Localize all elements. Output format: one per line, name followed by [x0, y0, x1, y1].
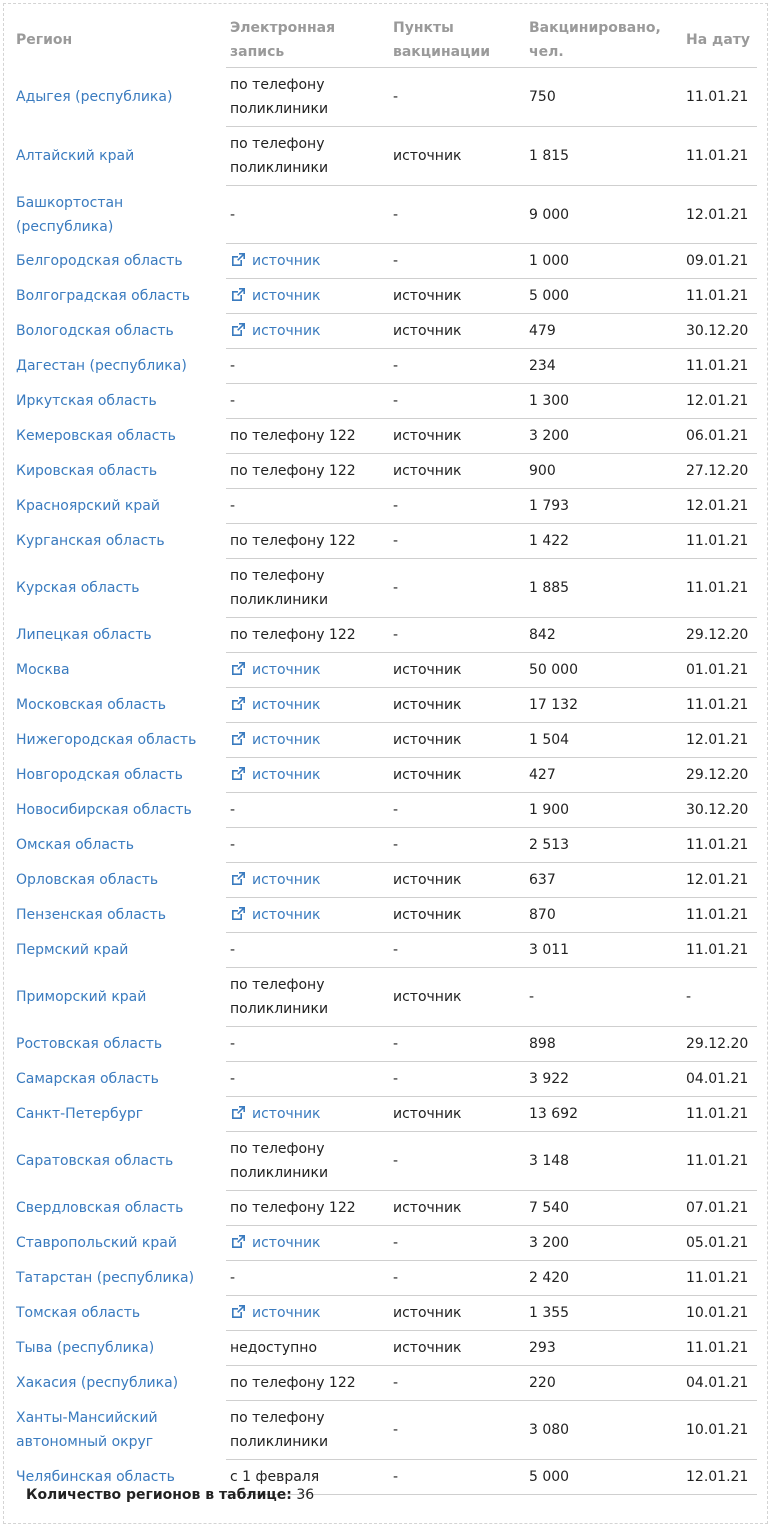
signup-source-link[interactable]: [230, 323, 321, 339]
signup-text: по телефону 122: [230, 428, 356, 444]
points-source-link[interactable]: источник: [389, 1097, 525, 1132]
table-row: [12, 1366, 757, 1401]
signup-source-link[interactable]: [230, 732, 321, 748]
points-cell: -: [389, 793, 525, 828]
region-link[interactable]: Кировская область: [16, 463, 158, 479]
region-link[interactable]: Башкортостан (республика): [16, 194, 124, 235]
date-cell: 11.01.21: [682, 898, 757, 933]
table-row: [12, 1401, 757, 1460]
signup-text: по телефону поликлиники: [230, 977, 329, 1017]
date-cell: 12.01.21: [682, 489, 757, 524]
table-row: [12, 127, 757, 186]
date-cell: 11.01.21: [682, 1331, 757, 1366]
signup-cell: [226, 1132, 389, 1191]
signup-cell: [226, 384, 389, 419]
signup-text: по телефону поликлиники: [230, 568, 329, 608]
region-link[interactable]: Орловская область: [16, 872, 159, 888]
vaccinated-count: 220: [525, 1366, 682, 1401]
signup-cell: [226, 186, 389, 244]
table-row: [12, 1132, 757, 1191]
date-cell: 30.12.20: [682, 793, 757, 828]
signup-text: по телефону 122: [230, 1375, 356, 1391]
points-source-link[interactable]: источник: [389, 454, 525, 489]
table-row: [12, 186, 757, 244]
signup-cell: [226, 1062, 389, 1097]
date-cell: 29.12.20: [682, 1027, 757, 1062]
signup-cell: [226, 618, 389, 653]
date-cell: 04.01.21: [682, 1062, 757, 1097]
points-cell: -: [389, 489, 525, 524]
region-link[interactable]: Самарская область: [16, 1071, 159, 1087]
table-row: [12, 384, 757, 419]
table-row: [12, 1062, 757, 1097]
vaccinated-count: 842: [525, 618, 682, 653]
header-date[interactable]: На дату: [682, 14, 757, 68]
signup-cell: [226, 1261, 389, 1296]
points-cell: -: [389, 828, 525, 863]
table-row: [12, 1027, 757, 1062]
vaccinated-count: 50 000: [525, 653, 682, 688]
date-cell: 11.01.21: [682, 828, 757, 863]
signup-cell: [226, 1191, 389, 1226]
signup-cell: [226, 1097, 389, 1132]
points-source-link[interactable]: источник: [389, 1296, 525, 1331]
points-cell: -: [389, 933, 525, 968]
signup-source-link[interactable]: [230, 253, 321, 269]
vaccinated-count: 7 540: [525, 1191, 682, 1226]
date-cell: 30.12.20: [682, 314, 757, 349]
table-row: [12, 618, 757, 653]
region-link[interactable]: Иркутская область: [16, 393, 157, 409]
date-cell: 01.01.21: [682, 653, 757, 688]
date-cell: 12.01.21: [682, 1460, 757, 1495]
signup-text: -: [230, 498, 236, 514]
region-link[interactable]: Курганская область: [16, 533, 165, 549]
external-link-icon: [230, 1304, 246, 1320]
region-link[interactable]: Хакасия (республика): [16, 1375, 179, 1391]
signup-source-label: источник: [252, 253, 321, 269]
signup-cell: [226, 68, 389, 127]
vaccinated-count: 1 355: [525, 1296, 682, 1331]
external-link-icon: [230, 906, 246, 922]
signup-text: по телефону поликлиники: [230, 1410, 329, 1450]
external-link-icon: [230, 871, 246, 887]
vaccinated-count: 3 011: [525, 933, 682, 968]
signup-text: по телефону 122: [230, 533, 356, 549]
date-cell: 09.01.21: [682, 244, 757, 279]
vaccinated-count: 900: [525, 454, 682, 489]
external-link-icon: [230, 252, 246, 268]
external-link-icon: [230, 322, 246, 338]
points-cell: -: [389, 384, 525, 419]
points-source-link[interactable]: источник: [389, 968, 525, 1027]
vaccinated-count: 5 000: [525, 279, 682, 314]
table-row: [12, 419, 757, 454]
date-cell: 12.01.21: [682, 723, 757, 758]
table-row: [12, 68, 757, 127]
points-source-link[interactable]: источник: [389, 723, 525, 758]
date-cell: 11.01.21: [682, 1261, 757, 1296]
points-source-link[interactable]: источник: [389, 688, 525, 723]
table-row: [12, 1097, 757, 1132]
signup-source-label: источник: [252, 1305, 321, 1321]
date-cell: 11.01.21: [682, 559, 757, 618]
signup-cell: [226, 314, 389, 349]
vaccinated-count: 1 000: [525, 244, 682, 279]
region-link[interactable]: Московская область: [16, 697, 167, 713]
region-link[interactable]: Алтайский край: [16, 148, 135, 164]
signup-text: по телефону 122: [230, 627, 356, 643]
external-link-icon: [230, 661, 246, 677]
points-source-link[interactable]: источник: [389, 758, 525, 793]
date-cell: 11.01.21: [682, 349, 757, 384]
signup-cell: [226, 524, 389, 559]
vaccinated-count: 3 200: [525, 1226, 682, 1261]
date-cell: 29.12.20: [682, 618, 757, 653]
signup-source-label: источник: [252, 323, 321, 339]
signup-text: по телефону 122: [230, 463, 356, 479]
points-cell: -: [389, 1027, 525, 1062]
table-row: [12, 723, 757, 758]
table-row: [12, 279, 757, 314]
points-source-link[interactable]: источник: [389, 314, 525, 349]
date-cell: 05.01.21: [682, 1226, 757, 1261]
points-cell: -: [389, 1062, 525, 1097]
points-source-link[interactable]: источник: [389, 653, 525, 688]
signup-text: недоступно: [230, 1340, 318, 1356]
header-vaccinated[interactable]: Вакцинировано, чел.: [525, 14, 682, 68]
table-row: [12, 454, 757, 489]
region-link[interactable]: Вологодская область: [16, 323, 174, 339]
points-cell: -: [389, 349, 525, 384]
signup-text: -: [230, 393, 236, 409]
vaccinated-count: 1 815: [525, 127, 682, 186]
signup-source-label: источник: [252, 662, 321, 678]
table-row: [12, 524, 757, 559]
external-link-icon: [230, 1234, 246, 1250]
region-link[interactable]: Саратовская область: [16, 1153, 174, 1169]
table-row: [12, 793, 757, 828]
region-link[interactable]: Красноярский край: [16, 498, 160, 514]
signup-text: по телефону 122: [230, 1200, 356, 1216]
points-source-link[interactable]: источник: [389, 127, 525, 186]
region-count-label: Количество регионов в таблице:: [26, 1487, 292, 1503]
signup-cell: [226, 968, 389, 1027]
signup-cell: [226, 863, 389, 898]
region-link[interactable]: Приморский край: [16, 989, 147, 1005]
region-count-value: 36: [296, 1487, 315, 1503]
vaccinated-count: 234: [525, 349, 682, 384]
date-cell: 29.12.20: [682, 758, 757, 793]
region-link[interactable]: Белгородская область: [16, 253, 183, 269]
table-row: [12, 653, 757, 688]
region-link[interactable]: Омская область: [16, 837, 135, 853]
date-cell: 11.01.21: [682, 127, 757, 186]
signup-source-label: источник: [252, 872, 321, 888]
region-count: [26, 1487, 314, 1503]
signup-cell: [226, 1296, 389, 1331]
signup-cell: [226, 1027, 389, 1062]
signup-source-label: источник: [252, 1235, 321, 1251]
date-cell: 12.01.21: [682, 186, 757, 244]
date-cell: 11.01.21: [682, 68, 757, 127]
signup-cell: [226, 419, 389, 454]
vaccinated-count: 637: [525, 863, 682, 898]
points-cell: -: [389, 186, 525, 244]
table-row: [12, 758, 757, 793]
header-region[interactable]: Регион: [16, 32, 73, 49]
signup-cell: [226, 279, 389, 314]
vaccinated-count: 427: [525, 758, 682, 793]
points-cell: -: [389, 618, 525, 653]
signup-cell: [226, 244, 389, 279]
external-link-icon: [230, 1105, 246, 1121]
table-row: [12, 968, 757, 1027]
points-cell: -: [389, 244, 525, 279]
region-link[interactable]: Дагестан (республика): [16, 358, 187, 374]
signup-text: -: [230, 802, 236, 818]
region-link[interactable]: Ростовская область: [16, 1036, 163, 1052]
table-row: [12, 314, 757, 349]
region-link[interactable]: Волгоградская область: [16, 288, 190, 304]
table-row: [12, 1261, 757, 1296]
signup-cell: [226, 559, 389, 618]
vaccinated-count: 3 080: [525, 1401, 682, 1460]
table-row: [12, 898, 757, 933]
date-cell: 06.01.21: [682, 419, 757, 454]
signup-cell: [226, 933, 389, 968]
date-cell: -: [682, 968, 757, 1027]
signup-cell: [226, 1331, 389, 1366]
signup-text: по телефону поликлиники: [230, 77, 329, 117]
signup-text: с 1 февраля: [230, 1469, 320, 1485]
region-link[interactable]: Москва: [16, 662, 70, 678]
vaccinated-count: 1 900: [525, 793, 682, 828]
signup-source-link[interactable]: [230, 662, 321, 678]
signup-cell: [226, 489, 389, 524]
vaccinated-count: 1 504: [525, 723, 682, 758]
signup-cell: [226, 723, 389, 758]
signup-text: -: [230, 358, 236, 374]
table-row: [12, 1226, 757, 1261]
points-cell: -: [389, 1132, 525, 1191]
signup-source-link[interactable]: [230, 697, 321, 713]
vaccinated-count: 13 692: [525, 1097, 682, 1132]
date-cell: 11.01.21: [682, 524, 757, 559]
table-body: [12, 68, 757, 1495]
table-row: [12, 349, 757, 384]
points-cell: -: [389, 524, 525, 559]
signup-source-link[interactable]: [230, 288, 321, 304]
region-link[interactable]: Липецкая область: [16, 627, 152, 643]
vaccinated-count: 479: [525, 314, 682, 349]
region-link[interactable]: Нижегородская область: [16, 732, 197, 748]
points-source-link[interactable]: источник: [389, 863, 525, 898]
vaccinated-count: 293: [525, 1331, 682, 1366]
vaccinated-count: 1 422: [525, 524, 682, 559]
region-link[interactable]: Санкт-Петербург: [16, 1106, 144, 1122]
signup-source-link[interactable]: [230, 767, 321, 783]
points-source-link[interactable]: источник: [389, 419, 525, 454]
signup-source-link[interactable]: [230, 872, 321, 888]
points-cell: -: [389, 1366, 525, 1401]
signup-source-link[interactable]: [230, 1305, 321, 1321]
date-cell: 10.01.21: [682, 1401, 757, 1460]
signup-source-label: источник: [252, 288, 321, 304]
vaccinated-count: 1 300: [525, 384, 682, 419]
signup-text: -: [230, 206, 236, 223]
signup-cell: [226, 828, 389, 863]
points-cell: -: [389, 1226, 525, 1261]
table-row: [12, 244, 757, 279]
vaccinated-count: 750: [525, 68, 682, 127]
date-cell: 11.01.21: [682, 933, 757, 968]
date-cell: 11.01.21: [682, 1097, 757, 1132]
header-points[interactable]: Пункты вакцинации: [389, 14, 525, 68]
signup-source-link[interactable]: [230, 1235, 321, 1251]
region-link[interactable]: Ханты-Мансийский автономный округ: [16, 1410, 158, 1450]
signup-source-label: источник: [252, 697, 321, 713]
signup-cell: [226, 758, 389, 793]
signup-cell: [226, 1366, 389, 1401]
external-link-icon: [230, 766, 246, 782]
region-link[interactable]: Челябинская область: [16, 1469, 175, 1485]
date-cell: 11.01.21: [682, 279, 757, 314]
signup-source-label: источник: [252, 907, 321, 923]
points-cell: -: [389, 1261, 525, 1296]
vaccinated-count: 1 885: [525, 559, 682, 618]
table-header-row: [12, 14, 757, 68]
signup-cell: [226, 793, 389, 828]
signup-cell: [226, 1226, 389, 1261]
date-cell: 12.01.21: [682, 863, 757, 898]
signup-cell: [226, 688, 389, 723]
points-source-link[interactable]: источник: [389, 898, 525, 933]
vaccinated-count: 898: [525, 1027, 682, 1062]
region-link[interactable]: Новосибирская область: [16, 802, 192, 818]
date-cell: 27.12.20: [682, 454, 757, 489]
points-source-link[interactable]: источник: [389, 279, 525, 314]
signup-source-label: источник: [252, 732, 321, 748]
vaccinated-count: 3 148: [525, 1132, 682, 1191]
vaccinated-count: -: [525, 968, 682, 1027]
signup-text: по телефону поликлиники: [230, 1141, 329, 1181]
vaccinated-count: 2 513: [525, 828, 682, 863]
region-link[interactable]: Пермский край: [16, 942, 129, 958]
date-cell: 04.01.21: [682, 1366, 757, 1401]
signup-text: -: [230, 1270, 236, 1286]
signup-source-label: источник: [252, 767, 321, 783]
region-link[interactable]: Адыгея (республика): [16, 89, 173, 105]
table-row: [12, 489, 757, 524]
vaccinated-count: 870: [525, 898, 682, 933]
region-link[interactable]: Ставропольский край: [16, 1235, 177, 1251]
vaccinated-count: 5 000: [525, 1460, 682, 1495]
date-cell: 11.01.21: [682, 1132, 757, 1191]
region-link[interactable]: Пензенская область: [16, 907, 166, 923]
signup-text: -: [230, 1071, 236, 1087]
vaccinated-count: 17 132: [525, 688, 682, 723]
signup-source-link[interactable]: [230, 907, 321, 923]
table-row: [12, 1191, 757, 1226]
header-signup[interactable]: Электронная запись: [226, 14, 389, 68]
vaccinated-count: 3 922: [525, 1062, 682, 1097]
signup-source-link[interactable]: [230, 1106, 321, 1122]
points-cell: -: [389, 68, 525, 127]
signup-text: -: [230, 837, 236, 853]
signup-source-label: источник: [252, 1106, 321, 1122]
points-cell: -: [389, 559, 525, 618]
vaccinated-count: 3 200: [525, 419, 682, 454]
external-link-icon: [230, 696, 246, 712]
external-link-icon: [230, 731, 246, 747]
signup-cell: [226, 454, 389, 489]
signup-cell: [226, 1401, 389, 1460]
table-row: [12, 1331, 757, 1366]
signup-text: -: [230, 1036, 236, 1052]
date-cell: 10.01.21: [682, 1296, 757, 1331]
region-link[interactable]: Кемеровская область: [16, 428, 176, 444]
vaccinated-count: 9 000: [525, 186, 682, 244]
table-row: [12, 688, 757, 723]
region-link[interactable]: Татарстан (республика): [16, 1270, 195, 1286]
external-link-icon: [230, 287, 246, 303]
points-cell: -: [389, 1401, 525, 1460]
region-link[interactable]: Курская область: [16, 580, 140, 596]
signup-cell: [226, 653, 389, 688]
signup-cell: [226, 127, 389, 186]
table-row: [12, 933, 757, 968]
region-link[interactable]: Свердловская область: [16, 1200, 184, 1216]
vaccinated-count: 1 793: [525, 489, 682, 524]
points-source-link[interactable]: источник: [389, 1191, 525, 1226]
signup-cell: [226, 349, 389, 384]
date-cell: 12.01.21: [682, 384, 757, 419]
table-row: [12, 1296, 757, 1331]
signup-cell: [226, 898, 389, 933]
signup-text: по телефону поликлиники: [230, 136, 329, 176]
table-row: [12, 828, 757, 863]
points-cell: -: [389, 1460, 525, 1495]
region-link[interactable]: Новгородская область: [16, 767, 183, 783]
signup-text: -: [230, 942, 236, 958]
vaccination-table: [12, 14, 757, 1495]
points-source-link[interactable]: источник: [389, 1331, 525, 1366]
date-cell: 11.01.21: [682, 688, 757, 723]
region-link[interactable]: Тыва (республика): [16, 1340, 155, 1356]
vaccinated-count: 2 420: [525, 1261, 682, 1296]
table-row: [12, 559, 757, 618]
table-row: [12, 863, 757, 898]
region-link[interactable]: Томская область: [16, 1305, 141, 1321]
date-cell: 07.01.21: [682, 1191, 757, 1226]
